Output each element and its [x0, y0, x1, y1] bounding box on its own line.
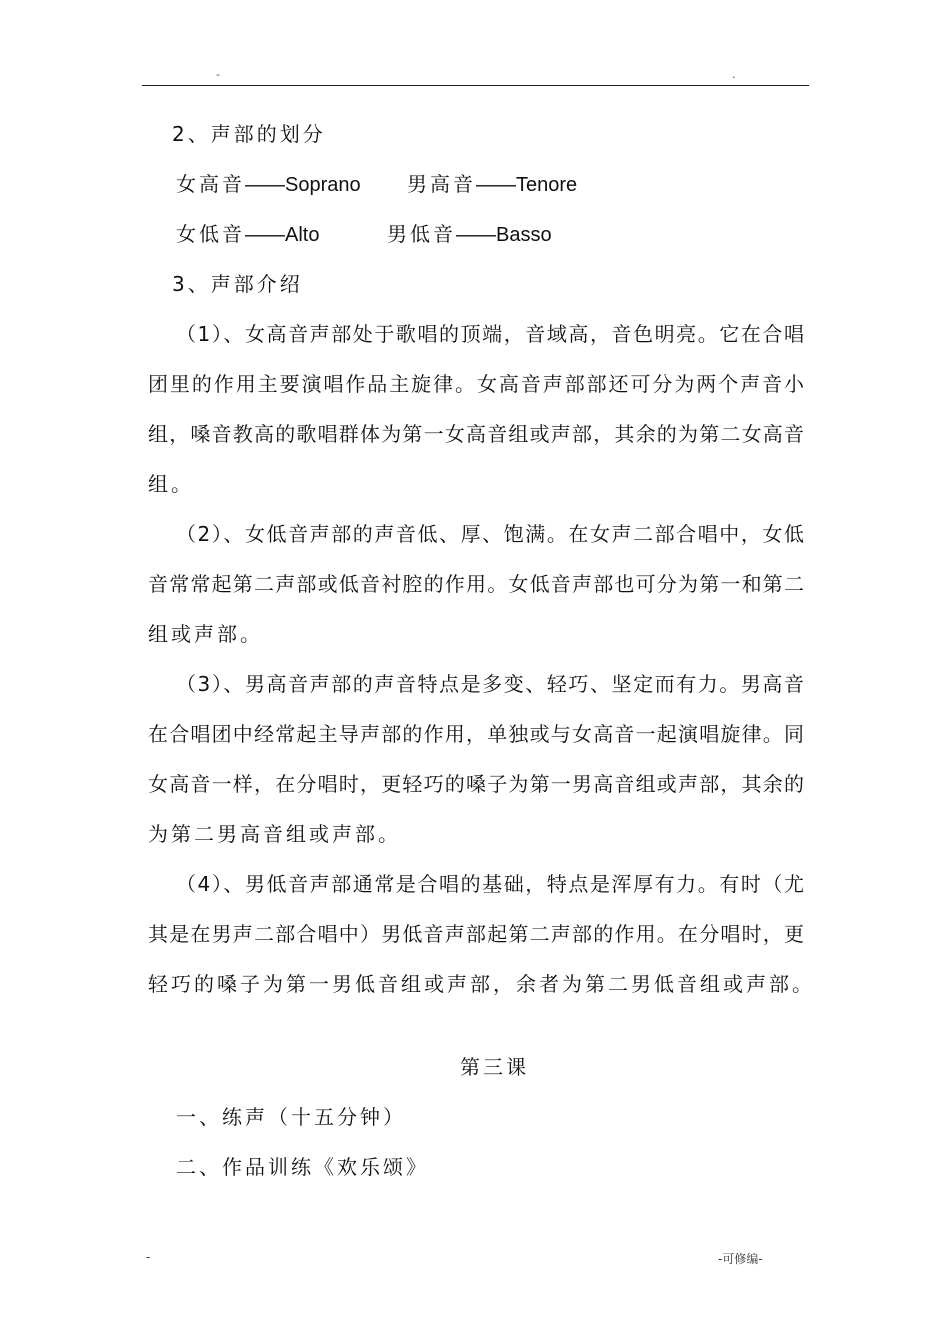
alto-en: ——Alto	[245, 224, 320, 246]
header-right-mark: .	[732, 68, 736, 81]
p1-line-2: 团里的作用主要演唱作品主旋律。女高音声部部还可分为两个声音小	[148, 372, 804, 396]
p3-line-4: 为第二男高音组或声部。	[148, 822, 401, 846]
soprano-en: ——Soprano	[245, 174, 361, 196]
p2-line-1: （2）、女低音声部的声音低、厚、饱满。在女声二部合唱中，女低	[176, 522, 804, 546]
p2-line-3: 组或声部。	[148, 622, 263, 646]
lesson-title: 第三课	[460, 1055, 529, 1079]
tenore-cn: 男高音	[407, 172, 476, 196]
voice-alto	[176, 221, 319, 248]
footer-editable-note: -可修编-	[718, 1252, 763, 1266]
footer-left-mark: -	[146, 1250, 151, 1264]
voice-soprano	[176, 171, 361, 198]
alto-cn: 女低音	[176, 222, 245, 246]
section3-heading: 3、声部介绍	[172, 272, 303, 296]
header-rule	[142, 85, 809, 86]
p3-line-3: 女高音一样，在分唱时，更轻巧的嗓子为第一男高音组或声部，其余的	[148, 772, 804, 796]
voice-basso	[387, 221, 552, 248]
p2-line-2: 音常常起第二声部或低音衬腔的作用。女低音声部也可分为第一和第二	[148, 572, 804, 596]
p1-line-1: （1）、女高音声部处于歌唱的顶端，音域高，音色明亮。它在合唱	[176, 322, 804, 346]
p1-line-3: 组，嗓音教高的歌唱群体为第一女高音组或声部，其余的为第二女高音	[148, 422, 804, 446]
header-left-mark: -	[216, 68, 220, 81]
p4-line-2: 其是在男声二部合唱中）男低音声部起第二声部的作用。在分唱时，更	[148, 922, 804, 946]
p4-line-1: （4）、男低音声部通常是合唱的基础，特点是浑厚有力。有时（尤	[176, 872, 804, 896]
p4-line-3: 轻巧的嗓子为第一男低音组或声部，余者为第二男低音组或声部。	[148, 972, 815, 996]
lesson-item-repertoire: 二、作品训练《欢乐颂》	[176, 1155, 429, 1179]
lesson-item-warmup: 一、练声（十五分钟）	[176, 1105, 406, 1129]
tenore-en: ——Tenore	[476, 174, 578, 196]
p3-line-1: （3）、男高音声部的声音特点是多变、轻巧、坚定而有力。男高音	[176, 672, 804, 696]
voice-tenore	[407, 171, 577, 198]
section2-heading: 2、声部的划分	[172, 122, 326, 146]
basso-en: ——Basso	[456, 224, 552, 246]
p3-line-2: 在合唱团中经常起主导声部的作用，单独或与女高音一起演唱旋律。同	[148, 722, 804, 746]
basso-cn: 男低音	[387, 222, 456, 246]
p1-line-4: 组。	[148, 472, 194, 496]
soprano-cn: 女高音	[176, 172, 245, 196]
